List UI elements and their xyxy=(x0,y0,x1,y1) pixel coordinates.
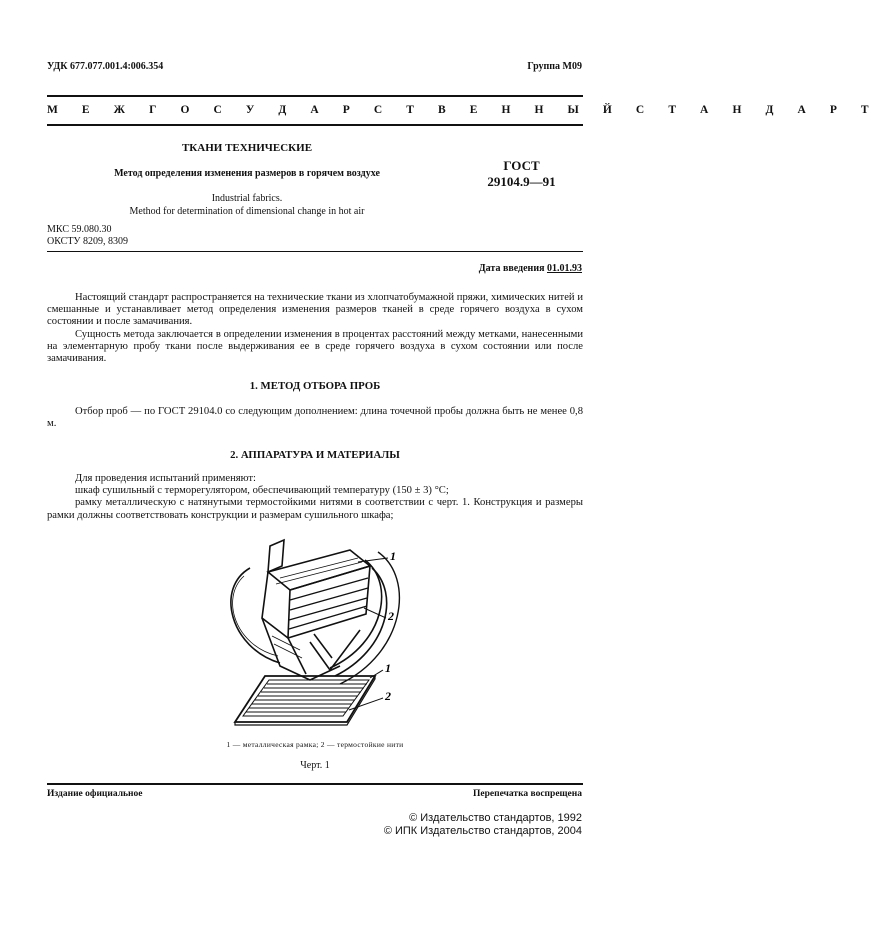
footer-rule xyxy=(47,783,583,785)
banner-rule xyxy=(47,124,583,126)
metal-frame-flat xyxy=(235,676,375,725)
group-code: Группа М09 xyxy=(527,61,582,72)
header-divider xyxy=(47,251,583,252)
copyright-line: © Издательство стандартов, 1992 xyxy=(409,812,582,824)
callout-1: 1 xyxy=(385,661,391,675)
paragraph: Настоящий стандарт распространяется на технические ткани из хлопчатобумажной пряжи, химических нитей и смешанные и устанавливает метод определения изменения размеров тканей в среде горячего воздуха в сухом состоянии и после замачивания. xyxy=(47,292,583,328)
flat-frame-drawing xyxy=(225,658,425,728)
section-1-heading: 1. МЕТОД ОТБОРА ПРОБ xyxy=(249,380,381,392)
paragraph: шкаф сушильный с терморегулятором, обеспечивающий температуру (150 ± 3) °С; xyxy=(75,485,449,497)
document-title: ТКАНИ ТЕХНИЧЕСКИЕ xyxy=(181,142,313,154)
paragraph: Для проведения испытаний применяют: xyxy=(75,473,256,484)
paragraph: Отбор проб — по ГОСТ 29104.0 со следующим дополнением: длина точечной пробы должна быть не менее 0,8 м. xyxy=(47,406,583,430)
interstate-standard-banner: М Е Ж Г О С У Д А Р С Т В Е Н Н Ы Й С Т А Н Д А Р Т xyxy=(47,104,879,116)
reprint-prohibited: Перепечатка воспрещена xyxy=(472,789,582,799)
callout-2: 2 xyxy=(385,689,391,703)
classification-codes xyxy=(47,224,128,248)
section-1-text xyxy=(47,406,583,430)
intro-date-value: 01.01.93 xyxy=(547,263,582,274)
callout-2: 2 xyxy=(388,609,394,623)
gost-code: 29104.9—91 xyxy=(487,174,556,189)
gost-number xyxy=(460,158,583,190)
paragraph: Сущность метода заключается в определении изменения в процентах расстояний между метками, нанесенными на элементарную пробу ткани после выдерживания ее в среде горячего воздуха в сухом состоянии или после замачивания. xyxy=(47,328,583,365)
udk-code: УДК 677.077.001.4:006.354 xyxy=(47,61,164,72)
copyright-line: © ИПК Издательство стандартов, 2004 xyxy=(383,825,582,837)
english-title-line: Industrial fabrics. xyxy=(211,193,283,204)
callout-1: 1 xyxy=(390,549,396,563)
gost-label: ГОСТ xyxy=(503,158,540,173)
oksty-code: ОКСТУ 8209, 8309 xyxy=(47,236,129,247)
figure-caption: 1 — металлическая рамка; 2 — термостойкие нити xyxy=(226,740,404,749)
mks-code: МКС 59.080.30 xyxy=(47,224,112,235)
section-2-text xyxy=(47,473,583,522)
copyright-block xyxy=(384,812,582,838)
intro-text xyxy=(47,292,583,365)
paragraph: рамку металлическую с натянутыми термостойкими нитями в соответствии с черт. 1. Конструкция и размеры рамки должны соответствовать конструкции и размерам сушильного шкафа; xyxy=(47,497,583,521)
official-edition: Издание официальное xyxy=(47,789,143,799)
intro-date-label: Дата введения xyxy=(478,263,545,274)
english-title xyxy=(47,192,447,218)
top-rule xyxy=(47,95,583,97)
figure-label: Черт. 1 xyxy=(300,760,330,771)
section-2-heading: 2. АППАРАТУРА И МАТЕРИАЛЫ xyxy=(230,449,400,461)
introduction-date xyxy=(479,263,582,274)
document-subtitle: Метод определения изменения размеров в горячем воздухе xyxy=(114,168,380,179)
english-title-line: Method for determination of dimensional change in hot air xyxy=(129,206,365,217)
